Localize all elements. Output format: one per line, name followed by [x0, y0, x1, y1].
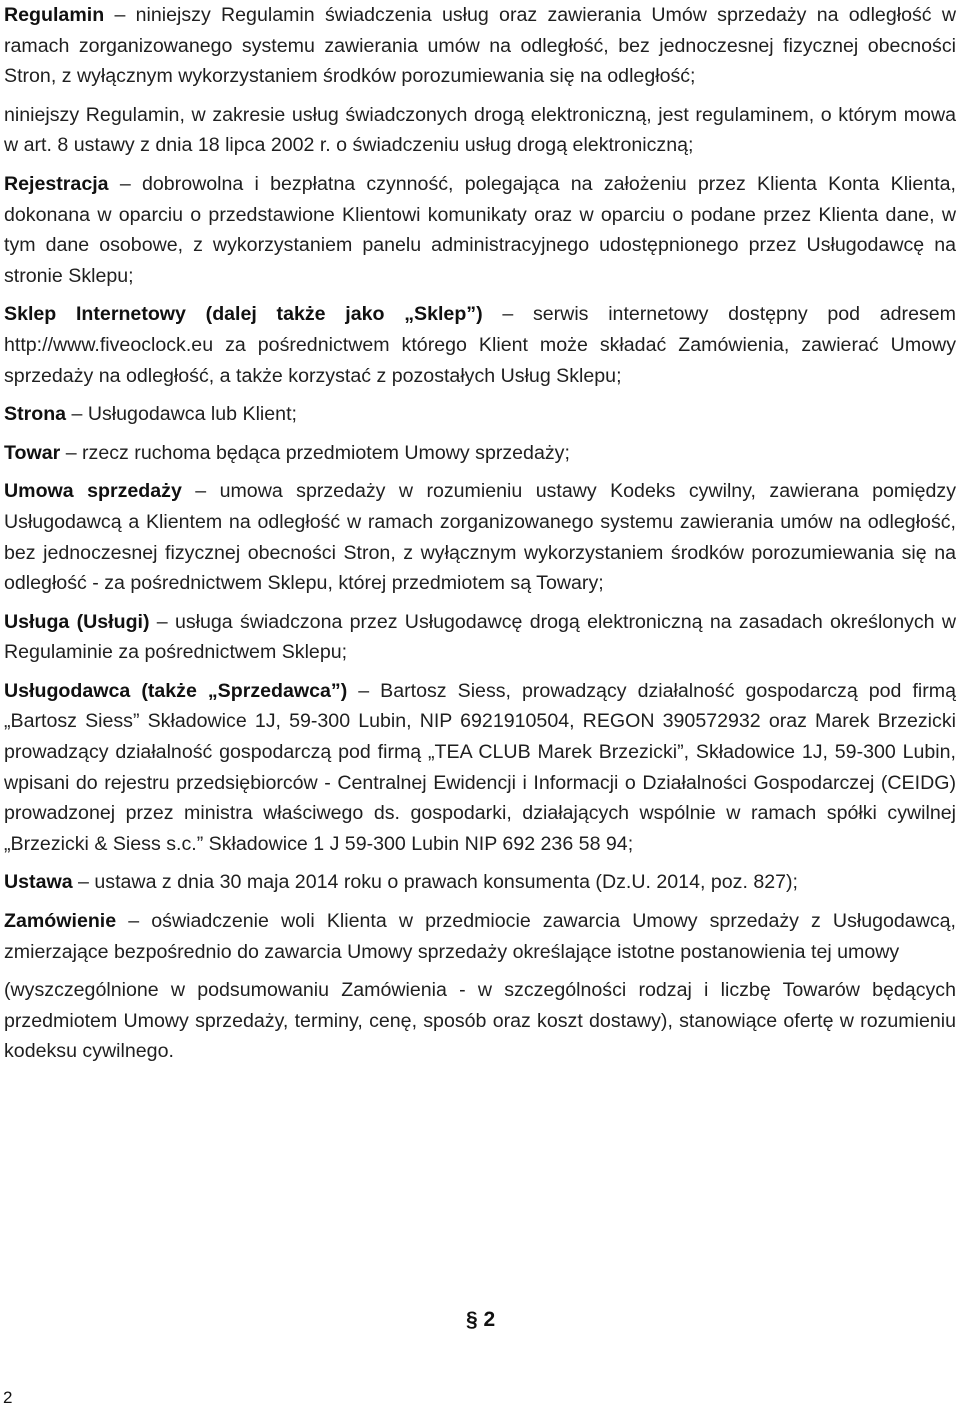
section-heading: § 2: [466, 1308, 496, 1331]
definition-towar: [4, 438, 956, 469]
definition-text: – niniejszy Regulamin świadczenia usług oraz zawierania Umów sprzedaży na odległość w ramach zorganizowanego systemu zawierania umów na odległość, bez jednoczesnej fizycznej obecności Stron, z wyłącznym wykorzystaniem środków porozumiewania się na odległość;: [4, 4, 956, 88]
definition-sklep: [4, 299, 956, 391]
page-number: 2: [3, 1388, 13, 1407]
paragraph-text: niniejszy Regulamin, w zakresie usług świadczonych drogą elektroniczną, jest regulaminem, o którym mowa w art. 8 ustawy z dnia 18 lipca 2002 r. o świadczeniu usług drogą elektroniczną;: [4, 103, 956, 157]
term: Zamówienie: [4, 910, 117, 933]
definition-text: – Bartosz Siess, prowadzący działalność gospodarczą pod firmą „Bartosz Siess” Składowice 1J, 59-300 Lubin, NIP 6921910504, REGON 390572932 oraz Marek Brzezicki prowadzący działalność gospodarczą pod firmą „TEA CLUB Marek Brzezicki”, Składowice 1J, 59-300 Lubin, wpisani do rejestru przedsiębiorców - Centralnej Ewidencji i Informacji o Działalności Gospodarczej (CEIDG) prowadzonej przez ministra właściwego ds. gospodarki, działających wspólnie w ramach spółki cywilnej „Brzezicki & Siess s.c.” Składowice 1 J 59-300 Lubin NIP 692 236 58 94;: [4, 679, 956, 855]
term: Ustawa: [4, 871, 73, 894]
term: Towar: [4, 441, 61, 464]
definition-regulamin: [4, 0, 956, 92]
term: Umowa sprzedaży: [4, 480, 182, 503]
definition-text: – dobrowolna i bezpłatna czynność, polegająca na założeniu przez Klienta Konta Klienta, dokonana w oparciu o przedstawione Klientowi komunikaty oraz w oparciu o podane przez Klienta dane, w tym dane osobowe, z wykorzystaniem panelu administracyjnego udostępnionego przez Usługodawcę na stronie Sklepu;: [4, 172, 956, 287]
document-body: [4, 0, 956, 1075]
definition-rejestracja: [4, 169, 956, 291]
paragraph-zamowienie-details: [4, 975, 956, 1067]
definition-umowa-sprzedazy: [4, 476, 956, 598]
term: Sklep Internetowy (dalej także jako „Sklep”): [4, 303, 483, 326]
definition-usluga: [4, 607, 956, 668]
paragraph-text: (wyszczególnione w podsumowaniu Zamówienia - w szczególności rodzaj i liczbę Towarów będących przedmiotem Umowy sprzedaży, terminy, cenę, sposób oraz koszt dostawy), stanowiące ofertę w rozumieniu kodeksu cywilnego.: [4, 979, 956, 1063]
term: Usługa (Usługi): [4, 610, 150, 633]
definition-text: – ustawa z dnia 30 maja 2014 roku o prawach konsumenta (Dz.U. 2014, poz. 827);: [72, 871, 798, 894]
definition-text: – umowa sprzedaży w rozumieniu ustawy Kodeks cywilny, zawierana pomiędzy Usługodawcą a Klientem na odległość w ramach zorganizowanego systemu zawierania umów na odległość, bez jednoczesnej fizycznej obecności Stron, z wyłącznym wykorzystaniem środków porozumiewania się na odległość - za pośrednictwem Sklepu, której przedmiotem są Towary;: [4, 480, 956, 595]
definition-zamowienie: [4, 906, 956, 967]
definition-ustawa: [4, 867, 956, 898]
definition-uslugodawca: [4, 676, 956, 860]
paragraph-regulamin-scope: [4, 100, 956, 161]
definition-text: – rzecz ruchoma będąca przedmiotem Umowy sprzedaży;: [60, 441, 570, 464]
term: Strona: [4, 403, 67, 426]
term: Rejestracja: [4, 172, 109, 195]
definition-text: – serwis internetowy dostępny pod adresem http://www.fiveoclock.eu za pośrednictwem którego Klient może składać Zamówienia, zawierać Umowy sprzedaży na odległość, a także korzystać z pozostałych Usług Sklepu;: [4, 303, 956, 387]
definition-text: – Usługodawca lub Klient;: [66, 403, 297, 426]
term: Usługodawca (także „Sprzedawca”): [4, 679, 348, 702]
definition-text: – usługa świadczona przez Usługodawcę drogą elektroniczną na zasadach określonych w Regulaminie za pośrednictwem Sklepu;: [4, 610, 956, 664]
term: Regulamin: [4, 4, 105, 26]
definition-strona: [4, 399, 956, 430]
definition-text: – oświadczenie woli Klienta w przedmiocie zawarcia Umowy sprzedaży z Usługodawcą, zmierzające bezpośrednio do zawarcia Umowy sprzedaży określające istotne postanowienia tej umowy: [4, 910, 956, 963]
